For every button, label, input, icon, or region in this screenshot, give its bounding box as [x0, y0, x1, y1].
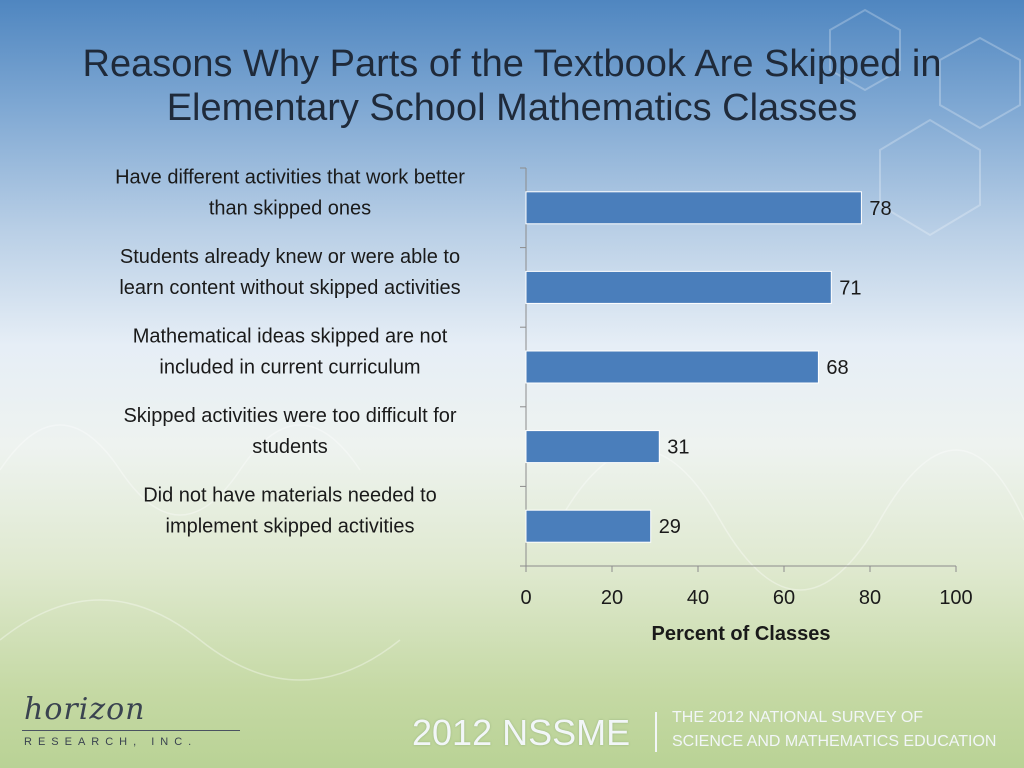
bar-value-label: 31 [667, 436, 690, 459]
horizon-logo [18, 692, 248, 752]
title-line-2: Elementary School Mathematics Classes [166, 87, 858, 129]
bar-value-label: 71 [839, 277, 862, 300]
category-label: Have different activities that work better [115, 166, 465, 189]
category-label: Did not have materials needed to [143, 484, 437, 507]
x-tick-label: 40 [686, 587, 710, 609]
bar-value-label: 78 [869, 197, 892, 220]
x-tick-label: 60 [772, 587, 796, 609]
category-label: learn content without skipped activities [119, 276, 461, 299]
category-label: Mathematical ideas skipped are not [132, 325, 448, 348]
bar [526, 192, 861, 224]
bar [526, 271, 831, 303]
category-label: than skipped ones [208, 197, 372, 220]
category-label: students [252, 436, 328, 459]
title-line-1: Reasons Why Parts of the Textbook Are Skipped in [82, 43, 942, 85]
category-label: included in current curriculum [159, 356, 421, 379]
logo-script-text: horizon [24, 692, 146, 727]
survey-line-1: THE 2012 NATIONAL SURVEY OF [672, 709, 924, 726]
category-label: Students already knew or were able to [119, 245, 461, 268]
x-tick-label: 0 [520, 587, 532, 609]
nssme-wordmark: 2012 NSSME [412, 712, 631, 753]
category-label: Skipped activities were too difficult for [123, 405, 457, 428]
x-tick-label: 20 [600, 587, 624, 609]
logo-subtitle: RESEARCH, INC. [24, 736, 198, 748]
x-axis-title: Percent of Classes [651, 623, 831, 645]
bar-value-label: 29 [658, 516, 681, 539]
bar [526, 351, 818, 383]
survey-line-2: SCIENCE AND MATHEMATICS EDUCATION [672, 733, 997, 750]
x-tick-label: 80 [858, 587, 882, 609]
bar-value-label: 68 [826, 357, 849, 379]
bar [526, 510, 651, 542]
category-label: implement skipped activities [165, 515, 415, 538]
x-tick-label: 100 [939, 587, 973, 609]
logo-rule [22, 730, 240, 731]
nssme-divider [655, 712, 657, 752]
bar [526, 431, 659, 463]
survey-name [672, 706, 996, 754]
